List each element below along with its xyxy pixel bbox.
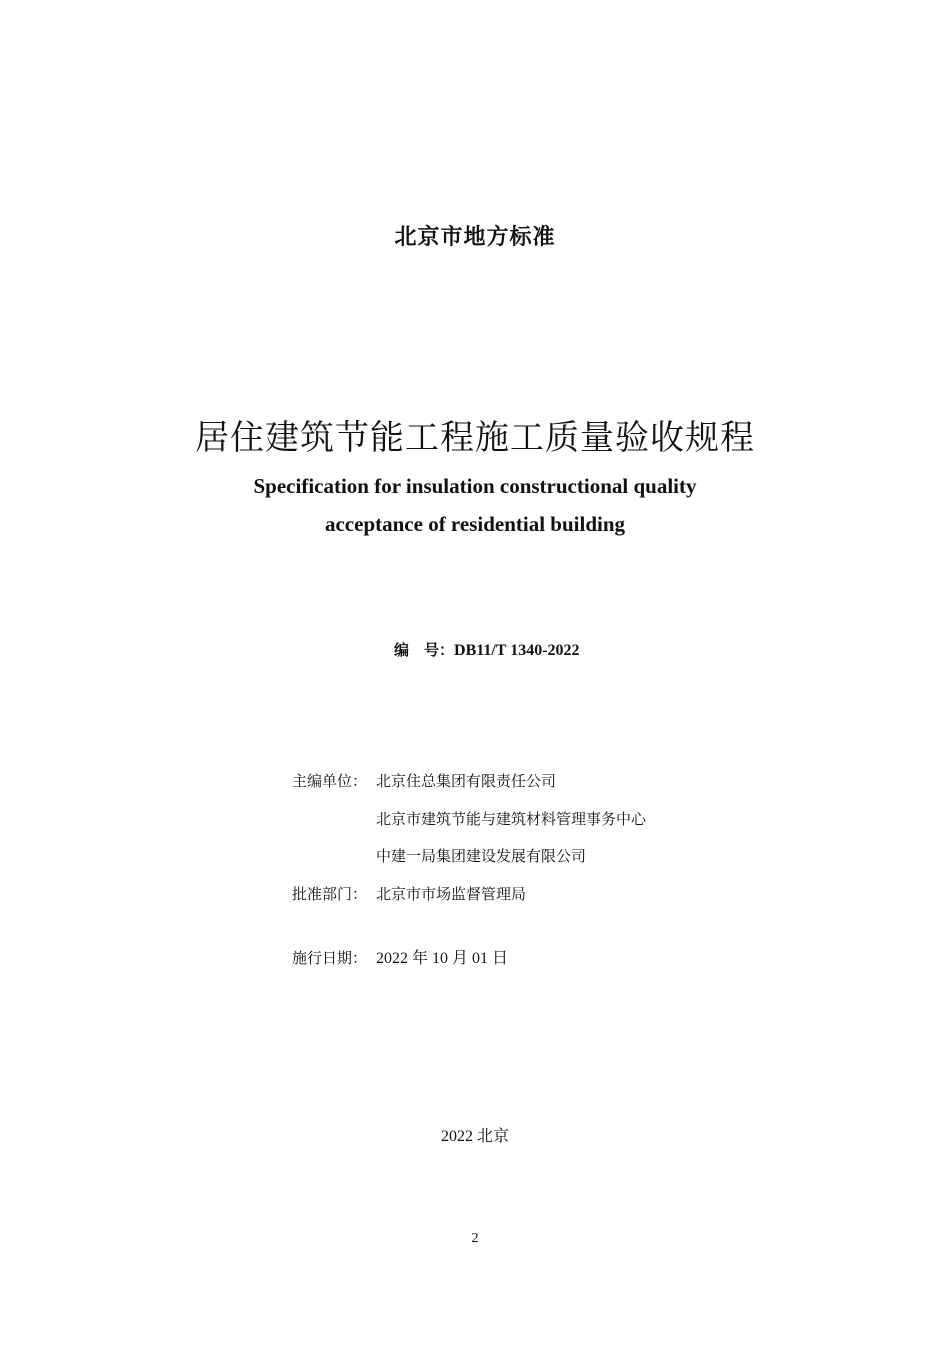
approval-department-label: 批准部门： xyxy=(292,885,368,903)
effective-date-label: 施行日期： xyxy=(292,949,368,967)
page-number: 2 xyxy=(471,1231,479,1246)
chief-editor-row xyxy=(292,767,556,795)
chief-editor-label: 主编单位： xyxy=(292,772,368,790)
approval-department-row xyxy=(292,880,526,908)
chief-editor-unit-1: 北京住总集团有限责任公司 xyxy=(376,772,557,790)
effective-date-value: 2022 年 10 月 01 日 xyxy=(376,950,509,967)
approval-department-value: 北京市市场监督管理局 xyxy=(376,885,527,903)
standard-code-label: 编 号： xyxy=(394,641,455,659)
chief-editor-row-3 xyxy=(292,842,586,870)
document-title-english-line-1: Specification for insulation constructional quality xyxy=(253,474,697,498)
document-title-chinese: 居住建筑节能工程施工质量验收规程 xyxy=(195,418,755,458)
standard-series-title: 北京市地方标准 xyxy=(394,225,556,250)
effective-date-row xyxy=(292,944,508,972)
standard-code-value: DB11/T 1340-2022 xyxy=(454,642,580,659)
chief-editor-unit-2: 北京市建筑节能与建筑材料管理事务中心 xyxy=(376,810,647,828)
chief-editor-row-2 xyxy=(292,805,646,833)
document-title-english-line-2: acceptance of residential building xyxy=(324,512,626,536)
chief-editor-unit-3: 中建一局集团建设发展有限公司 xyxy=(376,847,587,865)
publication-year-place: 2022 北京 xyxy=(440,1128,509,1145)
standard-code-line xyxy=(394,637,580,664)
